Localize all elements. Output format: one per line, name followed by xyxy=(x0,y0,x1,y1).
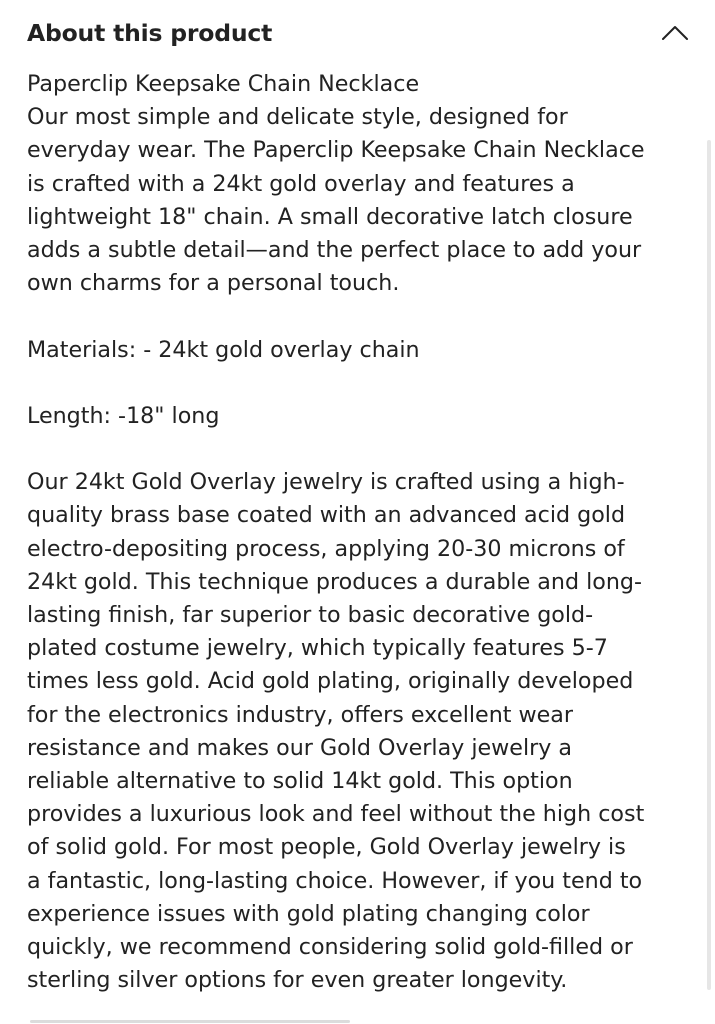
materials-line: Materials: - 24kt gold overlay chain xyxy=(27,336,420,363)
description-line: adds a subtle detail—and the perfect place to add your xyxy=(27,236,642,263)
overlay-line: reliable alternative to solid 14kt gold. This option xyxy=(27,767,573,794)
description-line: own charms for a personal touch. xyxy=(27,270,400,297)
overlay-line: provides a luxurious look and feel without the high cost xyxy=(27,801,645,828)
section-header[interactable] xyxy=(0,0,715,70)
description-line: lightweight 18" chain. A small decorative latch closure xyxy=(27,203,633,230)
divider xyxy=(30,1020,350,1023)
product-description xyxy=(27,68,702,997)
length-line: Length: -18" long xyxy=(27,402,220,429)
overlay-line: experience issues with gold plating changing color xyxy=(27,900,590,927)
description-line: Our most simple and delicate style, designed for xyxy=(27,104,568,131)
paragraph-gap xyxy=(27,300,702,333)
overlay-line: lasting finish, far superior to basic decorative gold- xyxy=(27,602,594,628)
section-title: About this product xyxy=(27,19,273,47)
description-line: is crafted with a 24kt gold overlay and features a xyxy=(27,170,575,197)
overlay-line: for the electronics industry, offers excellent wear xyxy=(27,701,574,728)
product-title: Paperclip Keepsake Chain Necklace xyxy=(27,71,420,97)
collapse-toggle-button[interactable] xyxy=(655,17,695,51)
chevron-up-icon xyxy=(662,25,688,41)
overlay-line: sterling silver options for even greater longevity. xyxy=(27,967,568,994)
paragraph-gap xyxy=(27,433,702,466)
overlay-line: quality brass base coated with an advanced acid gold xyxy=(27,502,626,529)
overlay-line: quickly, we recommend considering solid gold-filled or xyxy=(27,933,633,960)
overlay-line: 24kt gold. This technique produces a durable and long- xyxy=(27,568,642,595)
overlay-line: resistance and makes our Gold Overlay jewelry a xyxy=(27,734,573,761)
overlay-line: of solid gold. For most people, Gold Overlay jewelry is xyxy=(27,834,626,861)
description-line: everyday wear. The Paperclip Keepsake Chain Necklace xyxy=(27,137,645,164)
overlay-line: times less gold. Acid gold plating, originally developed xyxy=(27,668,634,695)
overlay-line: Our 24kt Gold Overlay jewelry is crafted using a high- xyxy=(27,469,625,496)
overlay-line: plated costume jewelry, which typically features 5-7 xyxy=(27,635,608,662)
overlay-line: a fantastic, long-lasting choice. However, if you tend to xyxy=(27,867,643,894)
overlay-line: electro-depositing process, applying 20-30 microns of xyxy=(27,535,625,562)
scrollbar[interactable] xyxy=(707,140,711,990)
paragraph-gap xyxy=(27,367,702,400)
